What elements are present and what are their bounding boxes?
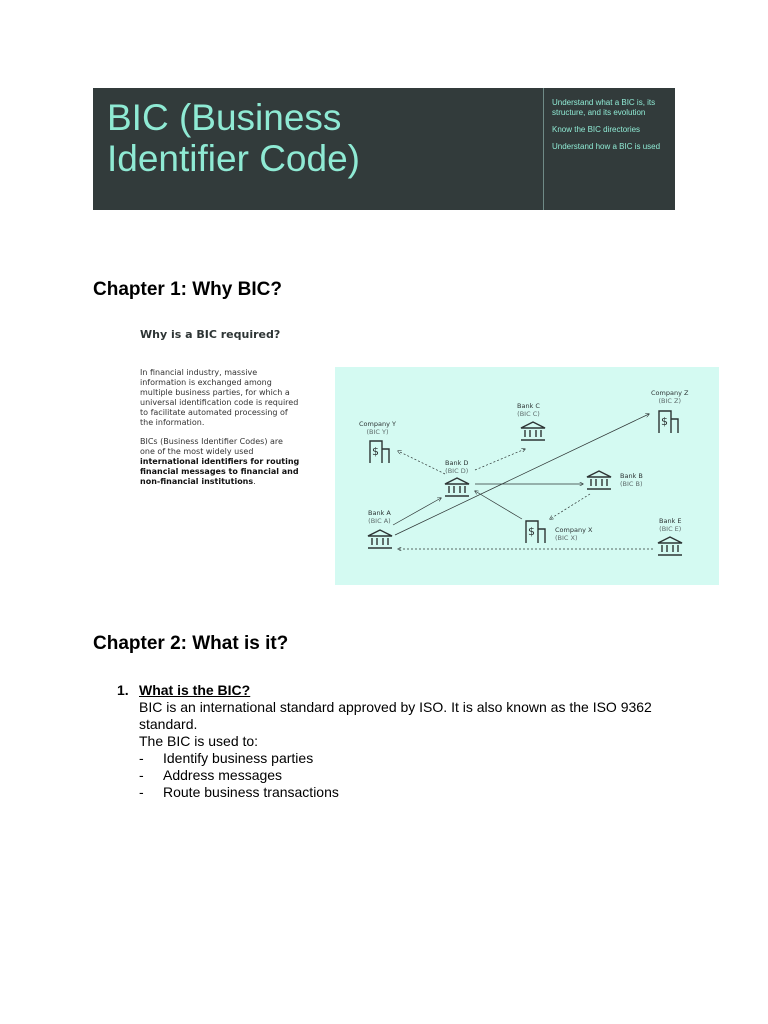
paragraph-2-emphasis: international identifiers for routing financial messages to financial and non-financial institutions: [140, 457, 300, 486]
bullet-item: [139, 767, 669, 784]
arrow-bank-d-to-bank-c: [475, 449, 525, 470]
company-x-label: Company X (BIC X): [555, 526, 593, 542]
bullet-text: Identify business parties: [163, 750, 314, 766]
svg-text:$: $: [528, 525, 535, 538]
list-item: [139, 682, 669, 801]
paragraph-2-end: .: [253, 477, 256, 486]
bullet-text: Route business transactions: [163, 784, 339, 800]
objective-item: Understand how a BIC is used: [552, 142, 661, 151]
bullet-dash: -: [139, 750, 144, 766]
chapter-2-heading: Chapter 2: What is it?: [93, 633, 289, 654]
bank-e-label: Bank E (BIC E): [659, 517, 682, 533]
bank-d-label: Bank D (BIC D): [445, 459, 469, 475]
why-bic-paragraph-2: [140, 437, 300, 487]
company-y-building-icon: [368, 438, 392, 464]
banner-title-line-1: BIC (Business: [107, 97, 342, 138]
company-x-building-icon: [524, 518, 548, 544]
bullet-dash: -: [139, 784, 144, 800]
bullet-dash: -: [139, 767, 144, 783]
svg-text:$: $: [372, 445, 379, 458]
bullet-item: [139, 784, 669, 801]
bullet-text: Address messages: [163, 767, 283, 783]
why-bic-subtitle: Why is a BIC required?: [140, 328, 281, 341]
learning-objectives: [552, 98, 670, 159]
bic-routing-diagram: [335, 367, 719, 585]
chapter-1-heading: Chapter 1: Why BIC?: [93, 279, 282, 300]
bank-e-bank-icon: [656, 535, 684, 557]
company-z-building-icon: [657, 408, 681, 434]
banner-divider: [543, 88, 544, 210]
paragraph-2-text: BICs (Business Identifier Codes) are one of the most widely used: [140, 437, 283, 456]
header-banner: [93, 88, 675, 210]
bank-c-label: Bank C (BIC C): [517, 402, 540, 418]
arrow-bank-d-to-company-y: [398, 451, 445, 474]
banner-title: [107, 97, 360, 179]
company-y-label: Company Y (BIC Y): [359, 420, 396, 436]
banner-title-line-2: Identifier Code): [107, 138, 360, 179]
bank-d-bank-icon: [443, 476, 471, 498]
bullet-item: [139, 750, 669, 767]
arrow-bank-a-to-bank-d: [393, 498, 441, 525]
bank-a-label: Bank A (BIC A): [368, 509, 391, 525]
bank-b-bank-icon: [585, 469, 613, 491]
definition-line-2: standard.: [139, 716, 198, 732]
why-bic-paragraph-1: In financial industry, massive information is exchanged among multiple business parties, for which a universal identification code is required to facilitate automated processing of the information.: [140, 368, 299, 427]
company-z-label: Company Z (BIC Z): [651, 389, 689, 405]
svg-text:$: $: [661, 415, 668, 428]
bank-b-label: Bank B (BIC B): [620, 472, 643, 488]
objective-item: Know the BIC directories: [552, 125, 641, 134]
bank-a-bank-icon: [366, 528, 394, 550]
bank-c-bank-icon: [519, 420, 547, 442]
list-number: 1.: [117, 682, 129, 698]
uses-intro: The BIC is used to:: [139, 733, 259, 749]
definition-line-1: BIC is an international standard approved by ISO. It is also known as the ISO 9362: [139, 699, 652, 715]
arrow-bank-b-to-company-x: [550, 494, 590, 519]
objective-item: Understand what a BIC is, its structure, and its evolution: [552, 98, 656, 117]
arrow-company-x-to-bank-d: [475, 491, 522, 519]
list-item-title: What is the BIC?: [139, 682, 251, 698]
